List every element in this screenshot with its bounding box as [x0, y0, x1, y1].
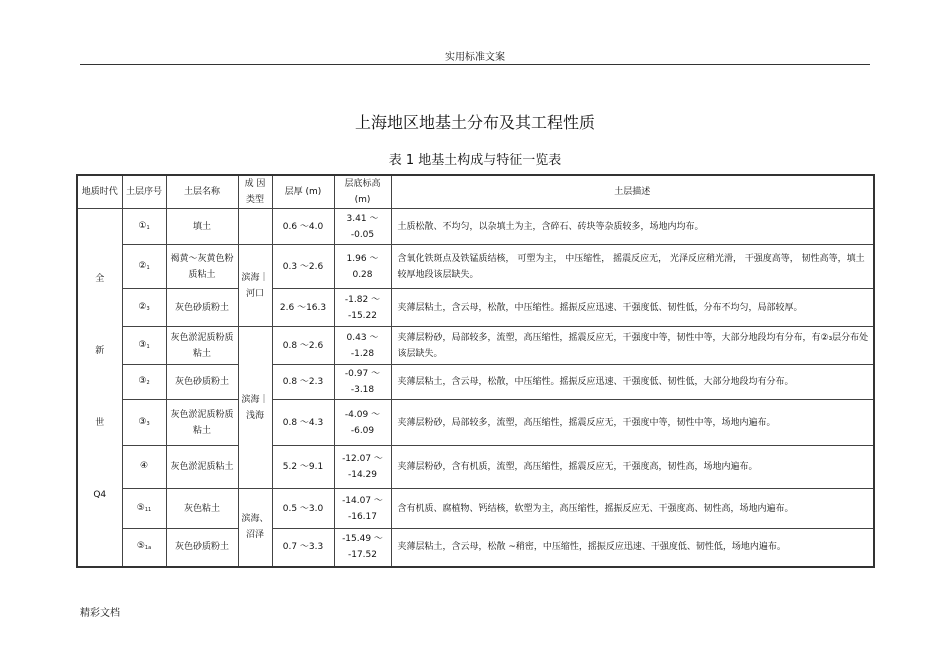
- col-header-desc: 土层描述: [391, 175, 874, 209]
- name-cell: 填土: [166, 209, 238, 245]
- desc-cell: 夹薄层粉砂，局部较多，流塑，高压缩性，摇震反应无，干强度中等，韧性中等，场地内遍布。: [391, 400, 874, 446]
- desc-cell: 土质松散、不均匀，以杂填土为主，含碎石、砖块等杂质较多，场地内均布。: [391, 209, 874, 245]
- bottom-cell: 0.43 ～ -1.28: [334, 327, 391, 365]
- thickness-cell: 0.8 ～2.3: [272, 365, 334, 400]
- era-char: 新: [95, 346, 105, 357]
- bottom-cell: -1.82 ～ -15.22: [334, 289, 391, 327]
- name-cell: 灰色砂质粉土: [166, 365, 238, 400]
- desc-cell: 夹薄层粘土，含云母，松散，中压缩性。摇振反应迅速、干强度低、韧性低，分布不均匀，局部较厚。: [391, 289, 874, 327]
- desc-cell: 夹薄层粉砂，局部较多，流塑，高压缩性，摇震反应无，干强度中等，韧性中等，大部分地段均有分布，有②₃层分布处该层缺失。: [391, 327, 874, 365]
- seq-cell: $⑤_{11}$: [122, 489, 166, 529]
- bottom-cell: -15.49 ～ -17.52: [334, 529, 391, 567]
- col-header-origin: 成 因类型: [238, 175, 272, 209]
- seq-cell: $②_3$: [122, 289, 166, 327]
- bottom-cell: 3.41 ～ -0.05: [334, 209, 391, 245]
- desc-cell: 含有机质、腐植物、钙结核，软塑为主，高压缩性，摇振反应无、干强度高、韧性高，场地内遍布。: [391, 489, 874, 529]
- seq-cell: $⑤_{1a}$: [122, 529, 166, 567]
- bottom-cell: -14.07 ～ -16.17: [334, 489, 391, 529]
- thickness-cell: 2.6 ～16.3: [272, 289, 334, 327]
- seq-cell: $③_2$: [122, 365, 166, 400]
- name-cell: 灰色粘土: [166, 489, 238, 529]
- table-row: [77, 327, 874, 365]
- table-row: [77, 446, 874, 489]
- desc-cell: 含氧化铁斑点及铁锰质结核， 可塑为主， 中压缩性， 摇震反应无， 光泽反应稍光滑， 干强度高等， 韧性高等，填土较厚地段该层缺失。: [391, 245, 874, 289]
- document-title: 上海地区地基土分布及其工程性质: [354, 113, 595, 132]
- seq-cell: $②_1$: [122, 245, 166, 289]
- desc-cell: 夹薄层粘土，含云母，松散，中压缩性。摇振反应迅速、干强度低、韧性低，大部分地段均有分布。: [391, 365, 874, 400]
- header-rule: [80, 64, 870, 65]
- table-row: [77, 245, 874, 289]
- name-cell: 灰色砂质粉土: [166, 289, 238, 327]
- origin-cell: 滨海｜浅海: [238, 327, 272, 489]
- thickness-cell: 0.7 ～3.3: [272, 529, 334, 567]
- origin-cell-blank: [238, 209, 272, 245]
- desc-cell: 夹薄层粘土，含云母，松散 ~稍密，中压缩性，摇振反应迅速、干强度低、韧性低，场地内遍布。: [391, 529, 874, 567]
- era-char: 全: [95, 274, 105, 285]
- thickness-cell: 0.8 ～2.6: [272, 327, 334, 365]
- name-cell: 灰色砂质粉土: [166, 529, 238, 567]
- thickness-cell: 0.5 ～3.0: [272, 489, 334, 529]
- col-header-bottom: 层底标高(m): [334, 175, 391, 209]
- table-row: [77, 209, 874, 245]
- page-footer: 精彩文档: [80, 608, 120, 619]
- seq-cell: $①_1$: [122, 209, 166, 245]
- table-row: [77, 400, 874, 446]
- bottom-cell: -4.09 ～ -6.09: [334, 400, 391, 446]
- seq-cell: $③_3$: [122, 400, 166, 446]
- table-row: [77, 289, 874, 327]
- table-row: [77, 489, 874, 529]
- bottom-cell: -12.07 ～ -14.29: [334, 446, 391, 489]
- era-cell: [77, 209, 122, 567]
- col-header-name: 土层名称: [166, 175, 238, 209]
- origin-cell: 滨海｜河口: [238, 245, 272, 327]
- table-caption: 表 1 地基土构成与特征一览表: [388, 153, 562, 168]
- desc-cell: 夹薄层粉砂，含有机质，流塑，高压缩性，摇震反应无，干强度高，韧性高，场地内遍布。: [391, 446, 874, 489]
- bottom-cell: -0.97 ～ -3.18: [334, 365, 391, 400]
- thickness-cell: 5.2 ～9.1: [272, 446, 334, 489]
- col-header-thickness: 层厚 (m): [272, 175, 334, 209]
- page-header: 实用标准文案: [445, 52, 505, 63]
- bottom-cell: 1.96 ～ 0.28: [334, 245, 391, 289]
- table-row: [77, 365, 874, 400]
- name-cell: 灰色淤泥质粘土: [166, 446, 238, 489]
- soil-layers-table: [76, 174, 875, 568]
- table-header-row: [77, 175, 874, 209]
- thickness-cell: 0.6 ～4.0: [272, 209, 334, 245]
- table-row: [77, 529, 874, 567]
- thickness-cell: 0.3 ～2.6: [272, 245, 334, 289]
- thickness-cell: 0.8 ～4.3: [272, 400, 334, 446]
- seq-cell: ④: [122, 446, 166, 489]
- era-char: 世: [95, 418, 105, 429]
- col-header-seq: 土层序号: [122, 175, 166, 209]
- name-cell: 灰色淤泥质粉质粘土: [166, 400, 238, 446]
- col-header-era: 地质时代: [77, 175, 122, 209]
- seq-cell: $③_1$: [122, 327, 166, 365]
- name-cell: 灰色淤泥质粉质粘土: [166, 327, 238, 365]
- era-char: Q4: [93, 490, 107, 501]
- origin-cell: 滨海、沼泽: [238, 489, 272, 567]
- name-cell: 褐黄～灰黄色粉质粘土: [166, 245, 238, 289]
